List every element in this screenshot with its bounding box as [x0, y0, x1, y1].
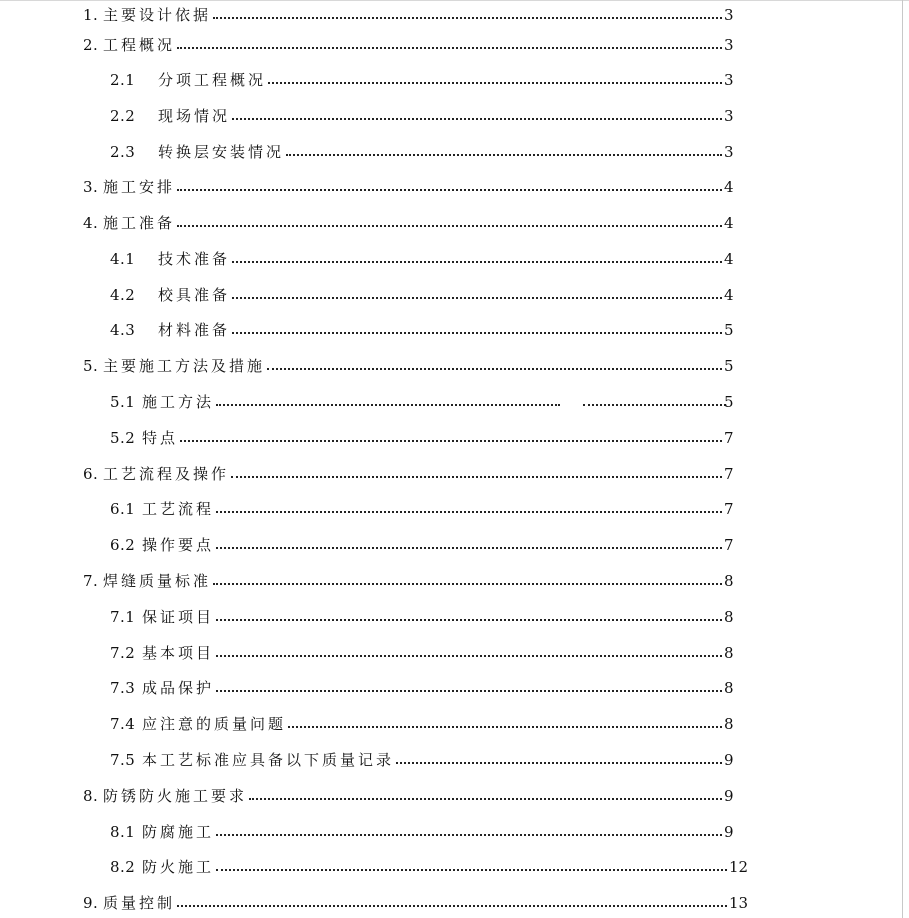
toc-entry-number: 7.2	[110, 644, 136, 662]
toc-entry-number: 5.	[83, 357, 99, 375]
toc-entry-page-number: 3	[724, 107, 734, 125]
toc-entry-title: 防腐施工	[142, 823, 215, 841]
toc-entry-page-number: 9	[724, 751, 734, 769]
toc-dot-leader	[232, 297, 722, 299]
toc-entry-title: 主要施工方法及措施	[103, 357, 266, 375]
toc-dot-leader	[177, 189, 722, 191]
toc-dot-leader	[396, 762, 722, 764]
toc-entry[interactable]	[83, 784, 760, 808]
toc-entry-number: 4.	[83, 214, 99, 232]
toc-dot-leader	[231, 476, 722, 478]
toc-entry-page-number: 3	[724, 6, 734, 24]
toc-entry-title: 施工准备	[103, 214, 176, 232]
top-border-line	[0, 0, 909, 1]
toc-entry[interactable]	[83, 211, 760, 235]
toc-entry-title: 成品保护	[142, 679, 215, 697]
toc-entry-page-number: 4	[724, 214, 734, 232]
toc-entry-title: 技术准备	[158, 250, 231, 268]
toc-entry-title: 保证项目	[142, 608, 215, 626]
toc-entry[interactable]	[83, 175, 760, 199]
toc-entry-page-number: 7	[724, 465, 734, 483]
toc-entry-number: 7.3	[110, 679, 136, 697]
toc-dot-leader	[267, 368, 722, 370]
toc-entry-number: 2.2	[110, 107, 136, 125]
toc-entry-title: 施工方法	[142, 393, 215, 411]
toc-entry-number: 2.1	[110, 71, 136, 89]
toc-dot-leader	[286, 154, 722, 156]
toc-entry[interactable]	[110, 140, 760, 164]
toc-entry-page-number: 8	[724, 679, 734, 697]
toc-entry[interactable]	[110, 676, 760, 700]
toc-entry-title: 主要设计依据	[103, 6, 212, 24]
toc-entry-number: 3.	[83, 178, 99, 196]
toc-dot-leader	[216, 869, 727, 871]
toc-entry[interactable]	[83, 891, 760, 915]
toc-entry[interactable]	[110, 104, 760, 128]
toc-dot-leader	[216, 655, 722, 657]
toc-entry-number: 8.1	[110, 823, 136, 841]
toc-entry-page-number: 8	[724, 572, 734, 590]
toc-entry-title: 应注意的质量问题	[142, 715, 287, 733]
toc-entry-title: 防火施工	[142, 858, 215, 876]
toc-entry-page-number: 4	[724, 178, 734, 196]
toc-entry-title: 现场情况	[158, 107, 231, 125]
toc-entry-title: 工艺流程及操作	[103, 465, 230, 483]
toc-entry-title: 防锈防火施工要求	[103, 787, 248, 805]
toc-entry-page-number: 9	[724, 787, 734, 805]
toc-entry-page-number: 8	[724, 608, 734, 626]
toc-entry-page-number: 7	[724, 536, 734, 554]
toc-dot-leader	[583, 404, 726, 406]
toc-dot-leader	[232, 118, 722, 120]
toc-entry-page-number: 8	[724, 644, 734, 662]
toc-entry-page-number: 7	[724, 500, 734, 518]
toc-entry[interactable]	[110, 533, 760, 557]
toc-entry[interactable]	[83, 33, 760, 57]
toc-dot-leader	[249, 798, 722, 800]
toc-entry[interactable]	[83, 462, 760, 486]
toc-entry-number: 6.2	[110, 536, 136, 554]
toc-dot-leader	[216, 834, 722, 836]
toc-entry-number: 4.3	[110, 321, 136, 339]
toc-entry-page-number: 13	[729, 894, 749, 912]
toc-entry[interactable]	[110, 641, 760, 665]
toc-entry-number: 9.	[83, 894, 99, 912]
toc-entry-title: 分项工程概况	[158, 71, 267, 89]
toc-dot-leader	[232, 261, 722, 263]
toc-dot-leader	[213, 583, 722, 585]
toc-dot-leader	[268, 82, 722, 84]
toc-dot-leader	[216, 547, 722, 549]
toc-entry-title: 本工艺标准应具备以下质量记录	[142, 751, 395, 769]
toc-entry-title: 特点	[142, 429, 179, 447]
toc-entry-title: 质量控制	[103, 894, 176, 912]
toc-entry-number: 7.5	[110, 751, 136, 769]
toc-dot-leader	[180, 440, 722, 442]
toc-entry-page-number: 4	[724, 286, 734, 304]
toc-entry-page-number: 5	[724, 393, 734, 411]
toc-entry-page-number: 12	[729, 858, 749, 876]
toc-dot-leader	[216, 404, 560, 406]
toc-entry[interactable]	[110, 426, 760, 450]
toc-entry[interactable]	[110, 820, 760, 844]
toc-entry[interactable]	[110, 68, 760, 92]
toc-entry-number: 5.2	[110, 429, 136, 447]
toc-entry[interactable]	[83, 569, 760, 593]
toc-entry-page-number: 5	[724, 321, 734, 339]
toc-entry-number: 7.	[83, 572, 99, 590]
toc-dot-leader	[232, 332, 722, 334]
toc-entry-number: 6.1	[110, 500, 136, 518]
toc-entry-title: 工程概况	[103, 36, 176, 54]
toc-entry-number: 7.1	[110, 608, 136, 626]
toc-dot-leader	[216, 619, 722, 621]
toc-entry[interactable]	[110, 247, 760, 271]
toc-entry[interactable]	[83, 354, 760, 378]
toc-entry-number: 6.	[83, 465, 99, 483]
toc-entry[interactable]	[110, 497, 760, 521]
toc-entry-page-number: 8	[724, 715, 734, 733]
toc-entry[interactable]	[110, 712, 760, 736]
toc-entry-page-number: 4	[724, 250, 734, 268]
toc-entry-title: 校具准备	[158, 286, 231, 304]
toc-entry-number: 4.2	[110, 286, 136, 304]
toc-entry-page-number: 7	[724, 429, 734, 447]
toc-dot-leader	[177, 47, 722, 49]
toc-entry-number: 5.1	[110, 393, 136, 411]
toc-entry-page-number: 3	[724, 36, 734, 54]
toc-entry-number: 8.2	[110, 858, 136, 876]
toc-entry-title: 材料准备	[158, 321, 231, 339]
toc-entry-page-number: 9	[724, 823, 734, 841]
toc-entry-number: 7.4	[110, 715, 136, 733]
toc-entry-number: 4.1	[110, 250, 136, 268]
toc-dot-leader	[216, 690, 722, 692]
toc-dot-leader	[216, 511, 722, 513]
toc-dot-leader	[213, 17, 722, 19]
toc-entry[interactable]	[110, 748, 760, 772]
toc-entry[interactable]	[83, 3, 760, 27]
toc-entry-title: 操作要点	[142, 536, 215, 554]
toc-entry-page-number: 3	[724, 143, 734, 161]
toc-entry[interactable]	[110, 605, 760, 629]
toc-entry-number: 2.	[83, 36, 99, 54]
toc-entry-title: 施工安排	[103, 178, 176, 196]
toc-entry-number: 1.	[83, 6, 99, 24]
toc-entry[interactable]	[110, 318, 760, 342]
toc-dot-leader	[177, 225, 722, 227]
toc-entry-number: 2.3	[110, 143, 136, 161]
toc-entry-title: 基本项目	[142, 644, 215, 662]
toc-entry-page-number: 3	[724, 71, 734, 89]
toc-entry[interactable]	[110, 283, 760, 307]
toc-entry[interactable]	[110, 390, 760, 414]
toc-entry-title: 焊缝质量标准	[103, 572, 212, 590]
toc-dot-leader	[177, 905, 727, 907]
right-border-line	[902, 0, 903, 918]
toc-entry-title: 转换层安装情况	[158, 143, 285, 161]
toc-entry-number: 8.	[83, 787, 99, 805]
toc-entry[interactable]	[110, 855, 760, 879]
toc-entry-title: 工艺流程	[142, 500, 215, 518]
toc-dot-leader	[288, 726, 722, 728]
toc-entry-page-number: 5	[724, 357, 734, 375]
